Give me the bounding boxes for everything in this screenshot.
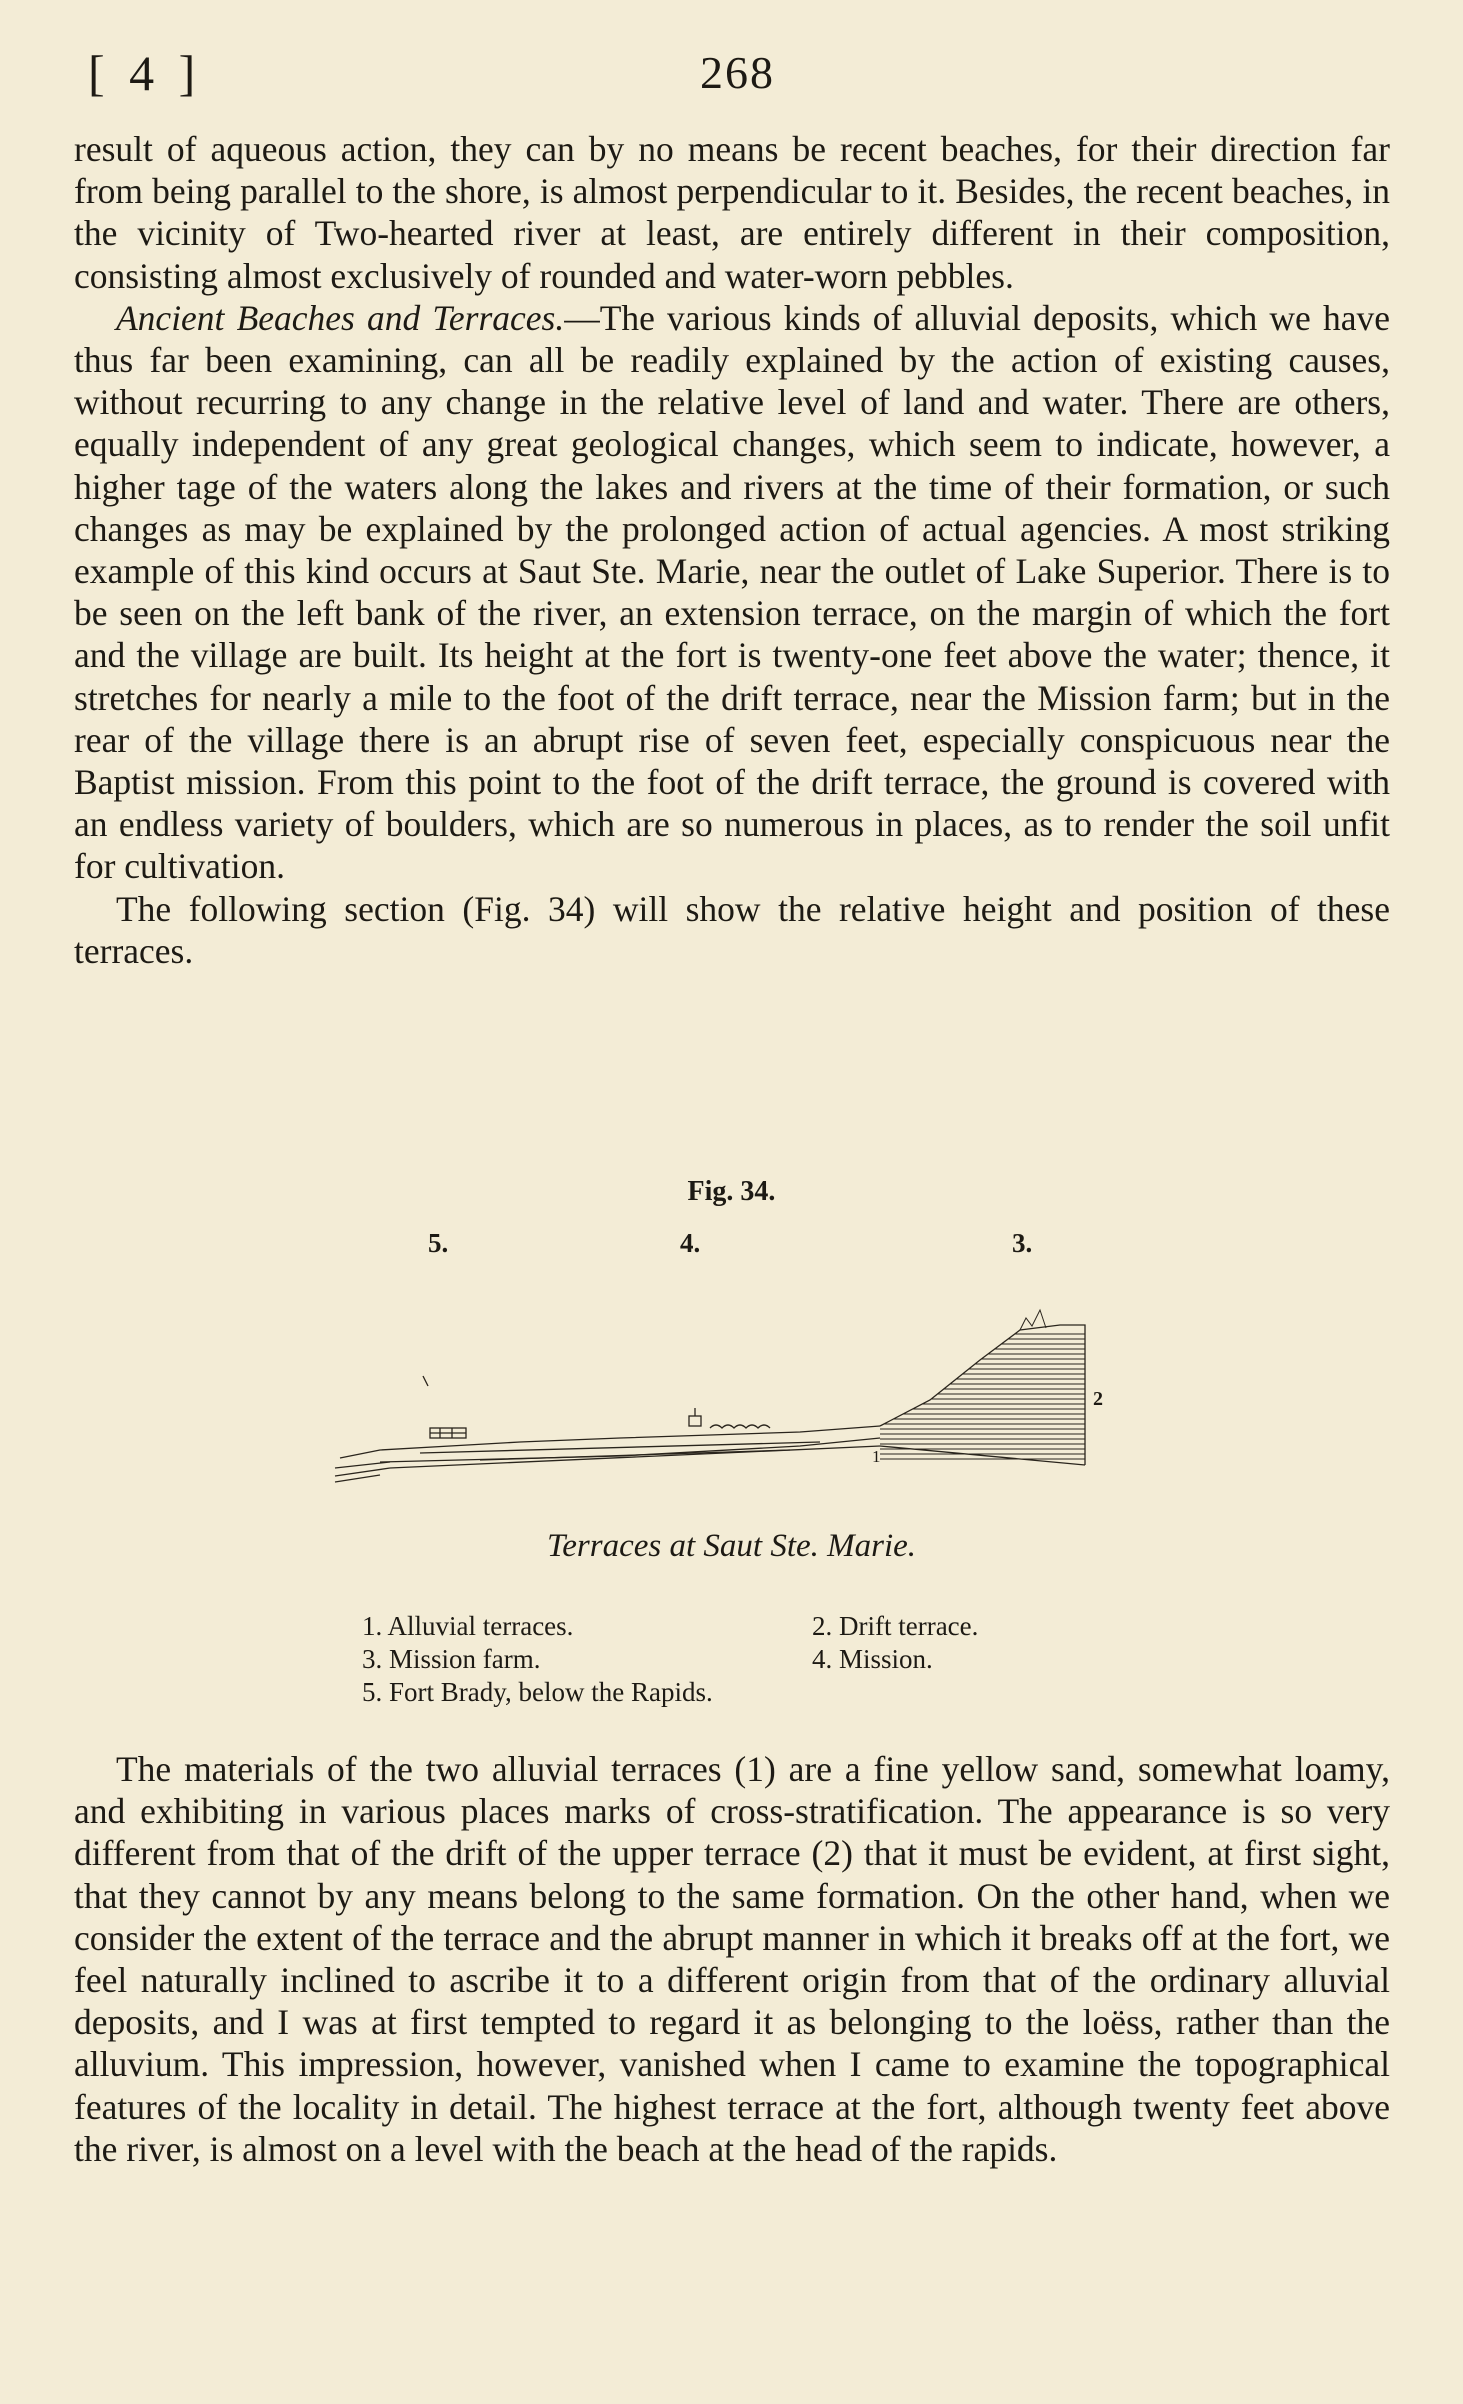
figure-label-3: 3. bbox=[1012, 1228, 1033, 1258]
section-heading: Ancient Beaches and Terraces. bbox=[116, 297, 565, 338]
legend-item-5: 5. Fort Brady, below the Rapids. bbox=[362, 1677, 713, 1707]
text-block-upper bbox=[74, 128, 1390, 972]
paragraph-continuation: result of aqueous action, they can by no means be recent beaches, for their direction far from being parallel to the shore, is almost perpendicular to it. Besides, the recent beaches, in the vicinity of Two-hearted river at least, are entirely different in their composition, consisting almost exclusively of rounded and water-worn pebbles. bbox=[74, 129, 1390, 296]
paragraph-figure-intro: The following section (Fig. 34) will show the relative height and position of these terraces. bbox=[74, 888, 1390, 971]
legend-item-1: 1. Alluvial terraces. bbox=[362, 1611, 574, 1641]
figure-label-2: 2 bbox=[1093, 1388, 1103, 1410]
signature-mark: [ 4 ] bbox=[88, 45, 202, 101]
figure-label-1-inline: 1 bbox=[872, 1447, 881, 1466]
terrace-section-diagram bbox=[320, 1250, 1140, 1510]
legend-item-4: 4. Mission. bbox=[812, 1644, 933, 1674]
figure-title: Fig. 34. bbox=[687, 1176, 776, 1207]
paragraph-materials: The materials of the two alluvial terraces (1) are a fine yellow sand, somewhat loamy, and exhibiting in various places marks of cross-stratification. The appearance is so very different from that of the drift of the upper terrace (2) that it must be evident, at first sight, that they cannot by any means belong to the same formation. On the other hand, when we consider the extent of the terrace and the abrupt manner in which it breaks off at the fort, we feel naturally inclined to ascribe it to a different origin from that of the ordinary alluvial deposits, and I was at first tempted to regard it as belonging to the loëss, rather than the alluvium. This impression, however, vanished when I came to examine the topographical features of the locality in detail. The highest terrace at the fort, although twenty feet above the river, is almost on a level with the beach at the head of the rapids. bbox=[74, 1749, 1390, 2169]
paragraph-ancient-beaches bbox=[74, 297, 1390, 888]
figure-label-5: 5. bbox=[428, 1228, 449, 1258]
section-text: —The various kinds of alluvial deposits, which we have thus far been examining, can all be readily explained by the action of existing causes, without recurring to any change in the relative level of land and water. There are others, equally independent of any great geological changes, which seem to indicate, however, a higher tage of the waters along the lakes and rivers at the time of their formation, or such changes as may be explained by the prolonged action of actual agencies. A most striking example of this kind occurs at Saut Ste. Marie, near the outlet of Lake Superior. There is to be seen on the left bank of the river, an extension terrace, on the margin of which the fort and the village are built. Its height at the fort is twenty-one feet above the water; thence, it stretches for nearly a mile to the foot of the drift terrace, near the Mission farm; but in the rear of the village there is an abrupt rise of seven feet, especially conspicuous near the Baptist mission. From this point to the foot of the drift terrace, the ground is covered with an endless variety of boulders, which are so numerous in places, as to render the soil unfit for cultivation. bbox=[74, 297, 1390, 887]
text-block-lower bbox=[74, 1748, 1390, 2170]
page-header bbox=[88, 44, 1388, 104]
drift-hatching bbox=[880, 1334, 1085, 1459]
figure-caption: Terraces at Saut Ste. Marie. bbox=[546, 1528, 917, 1564]
figure-label-4: 4. bbox=[680, 1228, 701, 1258]
legend-item-2: 2. Drift terrace. bbox=[812, 1611, 979, 1641]
legend-item-3: 3. Mission farm. bbox=[362, 1644, 541, 1674]
page-number: 268 bbox=[700, 47, 775, 98]
